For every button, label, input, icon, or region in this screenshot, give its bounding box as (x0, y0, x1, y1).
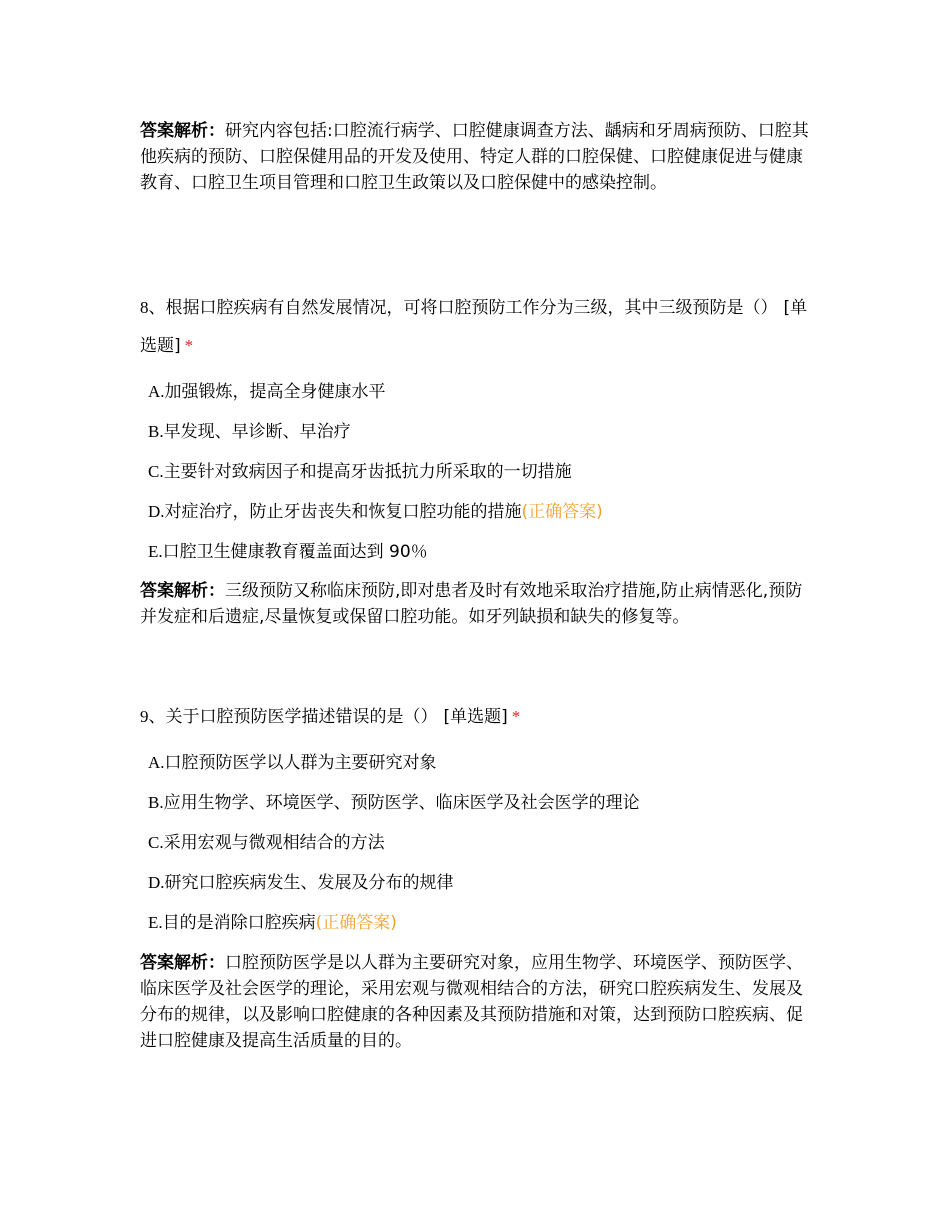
option-letter: C. (148, 833, 164, 852)
q8-title (140, 289, 815, 365)
option-text: 应用生物学、环境医学、预防医学、临床医学及社会医学的理论 (163, 793, 640, 813)
required-mark: * (184, 336, 194, 355)
q8-option-b[interactable] (148, 412, 818, 452)
option-letter: A. (148, 753, 165, 772)
q8-analysis (140, 578, 815, 630)
analysis-label: 答案解析： (140, 121, 225, 141)
q8-option-e[interactable] (148, 532, 818, 572)
q9-title (140, 698, 815, 736)
option-text: 加强锻炼，提高全身健康水平 (164, 382, 386, 402)
q7-analysis (140, 118, 815, 196)
q9-option-c[interactable] (148, 823, 818, 863)
option-text: 口腔预防医学以人群为主要研究对象 (164, 753, 437, 773)
option-text: 对症治疗，防止牙齿丧失和恢复口腔功能的措施 (164, 502, 522, 522)
option-text: 口腔卫生健康教育覆盖面达到 90％ (162, 542, 428, 562)
question-text: 关于口腔预防医学描述错误的是（） (165, 707, 438, 727)
question-type: [单选题] (443, 707, 508, 727)
analysis-label: 答案解析： (140, 953, 225, 973)
option-text: 主要针对致病因子和提高牙齿抵抗力所采取的一切措施 (163, 462, 572, 482)
q8-options (148, 372, 818, 572)
correct-answer-tag: (正确答案) (315, 913, 397, 933)
option-letter: C. (148, 462, 164, 481)
option-letter: D. (148, 873, 165, 892)
q9-analysis (140, 950, 815, 1054)
option-letter: B. (148, 793, 164, 812)
analysis-text: 三级预防又称临床预防,即对患者及时有效地采取治疗措施,防止病情恶化,预防并发症和后遗症,尽量恢复或保留口腔功能。如牙列缺损和缺失的修复等。 (140, 581, 803, 627)
q9-option-a[interactable] (148, 743, 818, 783)
q9-option-d[interactable] (148, 863, 818, 903)
q8-option-d[interactable] (148, 492, 818, 532)
option-text: 采用宏观与微观相结合的方法 (163, 833, 385, 853)
option-letter: B. (148, 422, 164, 441)
analysis-text: 研究内容包括:口腔流行病学、口腔健康调查方法、龋病和牙周病预防、口腔其他疾病的预防、口腔保健用品的开发及使用、特定人群的口腔保健、口腔健康促进与健康教育、口腔卫生项目管理和口腔卫生政策以及口腔保健中的感染控制。 (140, 121, 809, 193)
analysis-label: 答案解析： (140, 581, 225, 601)
option-letter: D. (148, 502, 165, 521)
option-text: 早发现、早诊断、早治疗 (163, 422, 351, 442)
question-number: 9、 (140, 707, 166, 726)
option-letter: A. (148, 382, 165, 401)
analysis-text: 口腔预防医学是以人群为主要研究对象，应用生物学、环境医学、预防医学、临床医学及社会医学的理论，采用宏观与微观相结合的方法，研究口腔疾病发生、发展及分布的规律，以及影响口腔健康的各种因素及其预防措施和对策，达到预防口腔疾病、促进口腔健康及提高生活质量的目的。 (140, 953, 803, 1051)
question-type: [单选题] (140, 298, 808, 356)
question-number: 8、 (140, 298, 166, 317)
option-letter: E. (148, 542, 163, 561)
correct-answer-tag: (正确答案) (521, 502, 603, 522)
option-text: 研究口腔疾病发生、发展及分布的规律 (164, 873, 454, 893)
q8-option-a[interactable] (148, 372, 818, 412)
required-mark: * (511, 707, 521, 726)
q9-option-e[interactable] (148, 903, 818, 943)
option-text: 目的是消除口腔疾病 (162, 913, 316, 933)
q9-option-b[interactable] (148, 783, 818, 823)
q9-options (148, 743, 818, 943)
q8-option-c[interactable] (148, 452, 818, 492)
option-letter: E. (148, 913, 163, 932)
question-text: 根据口腔疾病有自然发展情况，可将口腔预防工作分为三级，其中三级预防是（） (165, 298, 778, 318)
